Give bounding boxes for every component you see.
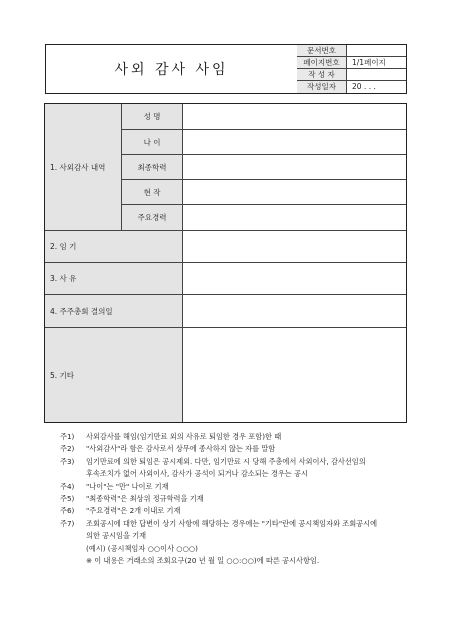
footnote-number: 주2) xyxy=(60,444,75,454)
footnote xyxy=(60,456,420,468)
meta-row-author xyxy=(297,69,406,81)
footnote xyxy=(60,481,420,493)
footnote-example xyxy=(60,543,420,555)
footnote xyxy=(60,518,420,530)
footnote-text: 후속조치가 없어 사외이사, 감사가 공석이 되거나 감소되는 경우는 공시 xyxy=(86,469,308,479)
footnote-continuation xyxy=(60,530,420,542)
footnotes xyxy=(60,431,420,567)
field-value-education[interactable] xyxy=(182,154,406,179)
footnote-text: 조회공시에 대한 답변이 상기 사항에 해당하는 경우에는 "기타"란에 공시책임자와 조회공시에 xyxy=(86,518,378,528)
field-value-age[interactable] xyxy=(182,129,406,154)
document-header xyxy=(45,44,407,94)
field-value-term[interactable] xyxy=(182,230,406,262)
footnote-number: 주6) xyxy=(60,506,75,516)
meta-row-page-number xyxy=(297,57,406,69)
field-label-current-position: 현 작 xyxy=(121,179,182,204)
footnote xyxy=(60,493,420,505)
field-value-current-position[interactable] xyxy=(182,179,406,204)
document-title: 사외 감사 사임 xyxy=(46,45,298,93)
footnote xyxy=(60,505,420,517)
disclosure-form-table xyxy=(44,103,407,423)
field-value-reason[interactable] xyxy=(182,262,406,294)
footnote-remark xyxy=(60,555,420,567)
document-meta-table xyxy=(297,45,406,93)
footnote-text: "최종학력"은 최상위 정규학력을 기재 xyxy=(86,494,204,504)
section5-label: 5. 기타 xyxy=(45,327,182,422)
field-label-name: 성 명 xyxy=(121,104,182,129)
footnote-text: (예시) (공시책임자 ○○이사 ○○○) xyxy=(86,543,198,553)
footnote-number: 주3) xyxy=(60,456,75,466)
field-label-education: 최종학력 xyxy=(121,154,182,179)
footnote-continuation xyxy=(60,468,420,480)
field-value-name[interactable] xyxy=(182,104,406,129)
field-label-age: 나 이 xyxy=(121,129,182,154)
section1-label: 1. 사외감사 내역 xyxy=(45,104,121,230)
meta-row-doc-number xyxy=(297,45,406,57)
footnote-number: 주1) xyxy=(60,432,75,441)
meta-value-doc-number[interactable] xyxy=(346,45,406,56)
section2-label: 2. 임 기 xyxy=(45,230,182,262)
footnote-number: 주7) xyxy=(60,518,75,528)
footnote-text: 임기만료에 의한 퇴임은 공시제외. 다만, 임기만료 시 당해 주총에서 사외이사, 감사선임의 xyxy=(86,456,366,466)
footnote xyxy=(60,443,420,455)
footnote xyxy=(60,431,420,443)
footnote-number: 주4) xyxy=(60,481,75,491)
field-value-career[interactable] xyxy=(182,204,406,230)
footnote-text: "사외감사"라 함은 감사로서 상무에 종사하지 않는 자를 말함 xyxy=(86,444,276,454)
section4-label: 4. 주주총회 결의일 xyxy=(45,294,182,327)
footnote-number: 주5) xyxy=(60,494,75,504)
field-label-career: 주요경력 xyxy=(121,204,182,230)
meta-label: 작성일자 xyxy=(297,81,347,93)
meta-label: 페이지번호 xyxy=(297,57,347,68)
footnote-text: ※ 이 내용은 거래소의 조회요구(20 년 월 일 ○○:○○)에 따른 공시사항임. xyxy=(86,556,320,566)
meta-value-date[interactable]: 20 . . . xyxy=(352,82,376,91)
footnote-text: "나이"는 "만" 나이로 기재 xyxy=(86,481,169,491)
field-value-other[interactable] xyxy=(182,327,406,422)
meta-label: 문서번호 xyxy=(297,45,347,56)
footnote-text: "주요경력"은 2개 이내로 기재 xyxy=(86,506,181,516)
meta-label: 작 성 자 xyxy=(297,69,347,80)
field-value-meeting-date[interactable] xyxy=(182,294,406,327)
meta-value-author[interactable] xyxy=(346,69,406,80)
meta-row-date xyxy=(297,81,406,93)
section3-label: 3. 사 유 xyxy=(45,262,182,294)
footnote-text: 의한 공시임을 기재 xyxy=(86,531,147,541)
footnote-text: 사외감사를 해임(임기만료 외의 사유로 퇴임한 경우 포함)한 때 xyxy=(86,432,282,441)
meta-value-page-number: 1/1페이지 xyxy=(352,58,386,67)
